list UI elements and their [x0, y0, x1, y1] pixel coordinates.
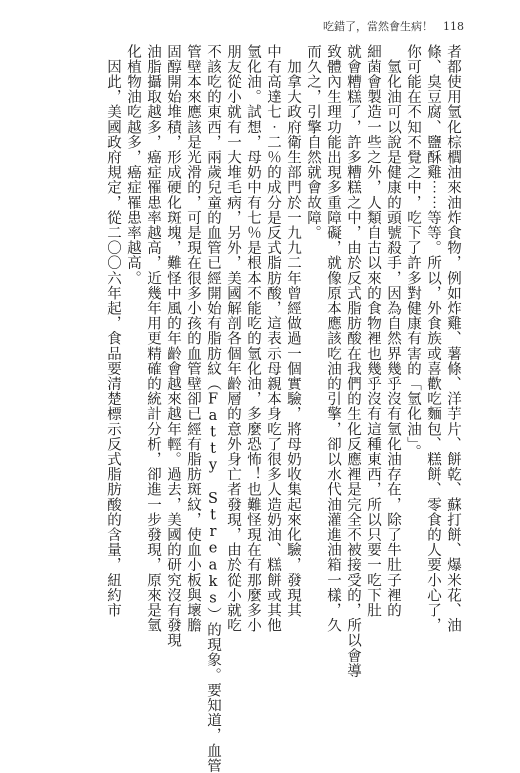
text-column: 就會糟糕了，許多糟糕之中，由於反式脂肪酸在我們的生化反應裡是完全不被接受的，所以會導 — [345, 44, 361, 679]
text-column: 條、臭豆腐、鹽酥雞⋯⋯等等。所以，外食族或喜歡吃麵包、糕餅、零食的人要小心了， — [425, 44, 441, 633]
text-column: 而久之，引擎自然就會故障。 — [305, 44, 321, 241]
text-column: 朋友從小就有一大堆毛病，另外，美國解剖各個年齡層的意外身亡者發現，由於從小就吃 — [225, 44, 241, 633]
body-text — [60, 44, 462, 773]
text-column: 氫化油可以說是健康的頭號殺手，因為自然界幾乎沒有氫化油存在，除了牛肚子裡的 — [385, 44, 401, 618]
page-header — [323, 18, 464, 34]
text-column: 因此，美國政府規定，從二〇〇六年起，食品要清楚標示反式脂肪酸的含量，紐約市 — [105, 44, 121, 618]
text-column: 細菌會製造一些之外，人類自古以來的食物裡也幾乎沒有這種東西，所以只要一吃下肚 — [365, 44, 381, 618]
text-column: 致體內生理功能出現多重障礙，就像原本應該吃油的引擎，卻以水代油灌進油箱一樣，久 — [325, 44, 341, 633]
page-number: 118 — [443, 20, 464, 33]
text-column: 加拿大政府衛生部門於一九九二年曾經做過一個實驗，將母奶收集起來化驗，發現其 — [285, 44, 301, 618]
text-column: 中有高達七‧二％的成分是反式脂肪酸，這表示母親本身吃了很多人造奶油、糕餅或其他 — [265, 44, 281, 633]
text-column: 者都使用氫化棕櫚油來油炸食物，例如炸雞、薯條、洋芋片、餅乾、蘇打餅、爆米花、油 — [445, 44, 461, 633]
text-column: 不該吃的東西，兩歲兒童的血管已經開始有脂肪紋（Fatty Streaks）的現象。要知道，血管 — [205, 44, 221, 773]
text-column: 油脂攝取越多，癌症罹患率越高，近幾年用更精確的統計分析，卻進一步發現，原來是氫 — [145, 44, 161, 633]
running-title: 吃錯了，當然會生病！ — [323, 20, 433, 33]
text-column: 你可能在不知不覺之中，吃下了許多對健康有害的「氫化油」。 — [405, 44, 421, 460]
text-column: 化植物油吃越多，癌症罹患率越高。 — [125, 44, 141, 286]
text-column: 固醇開始堆積，形成硬化斑塊，難怪中風的年齡會越來越年輕。過去，美國的研究沒有發現 — [165, 44, 181, 648]
text-column: 氫化油。試想，母奶中有七％是根本不能吃的氫化油，多麼恐怖！也難怪現在有那麼多小 — [245, 44, 261, 633]
text-column: 管壁本來應該是光滑的，可是現在很多小孩的血管壁卻已經有脂肪斑紋，使血小板與壞膽 — [185, 44, 201, 633]
